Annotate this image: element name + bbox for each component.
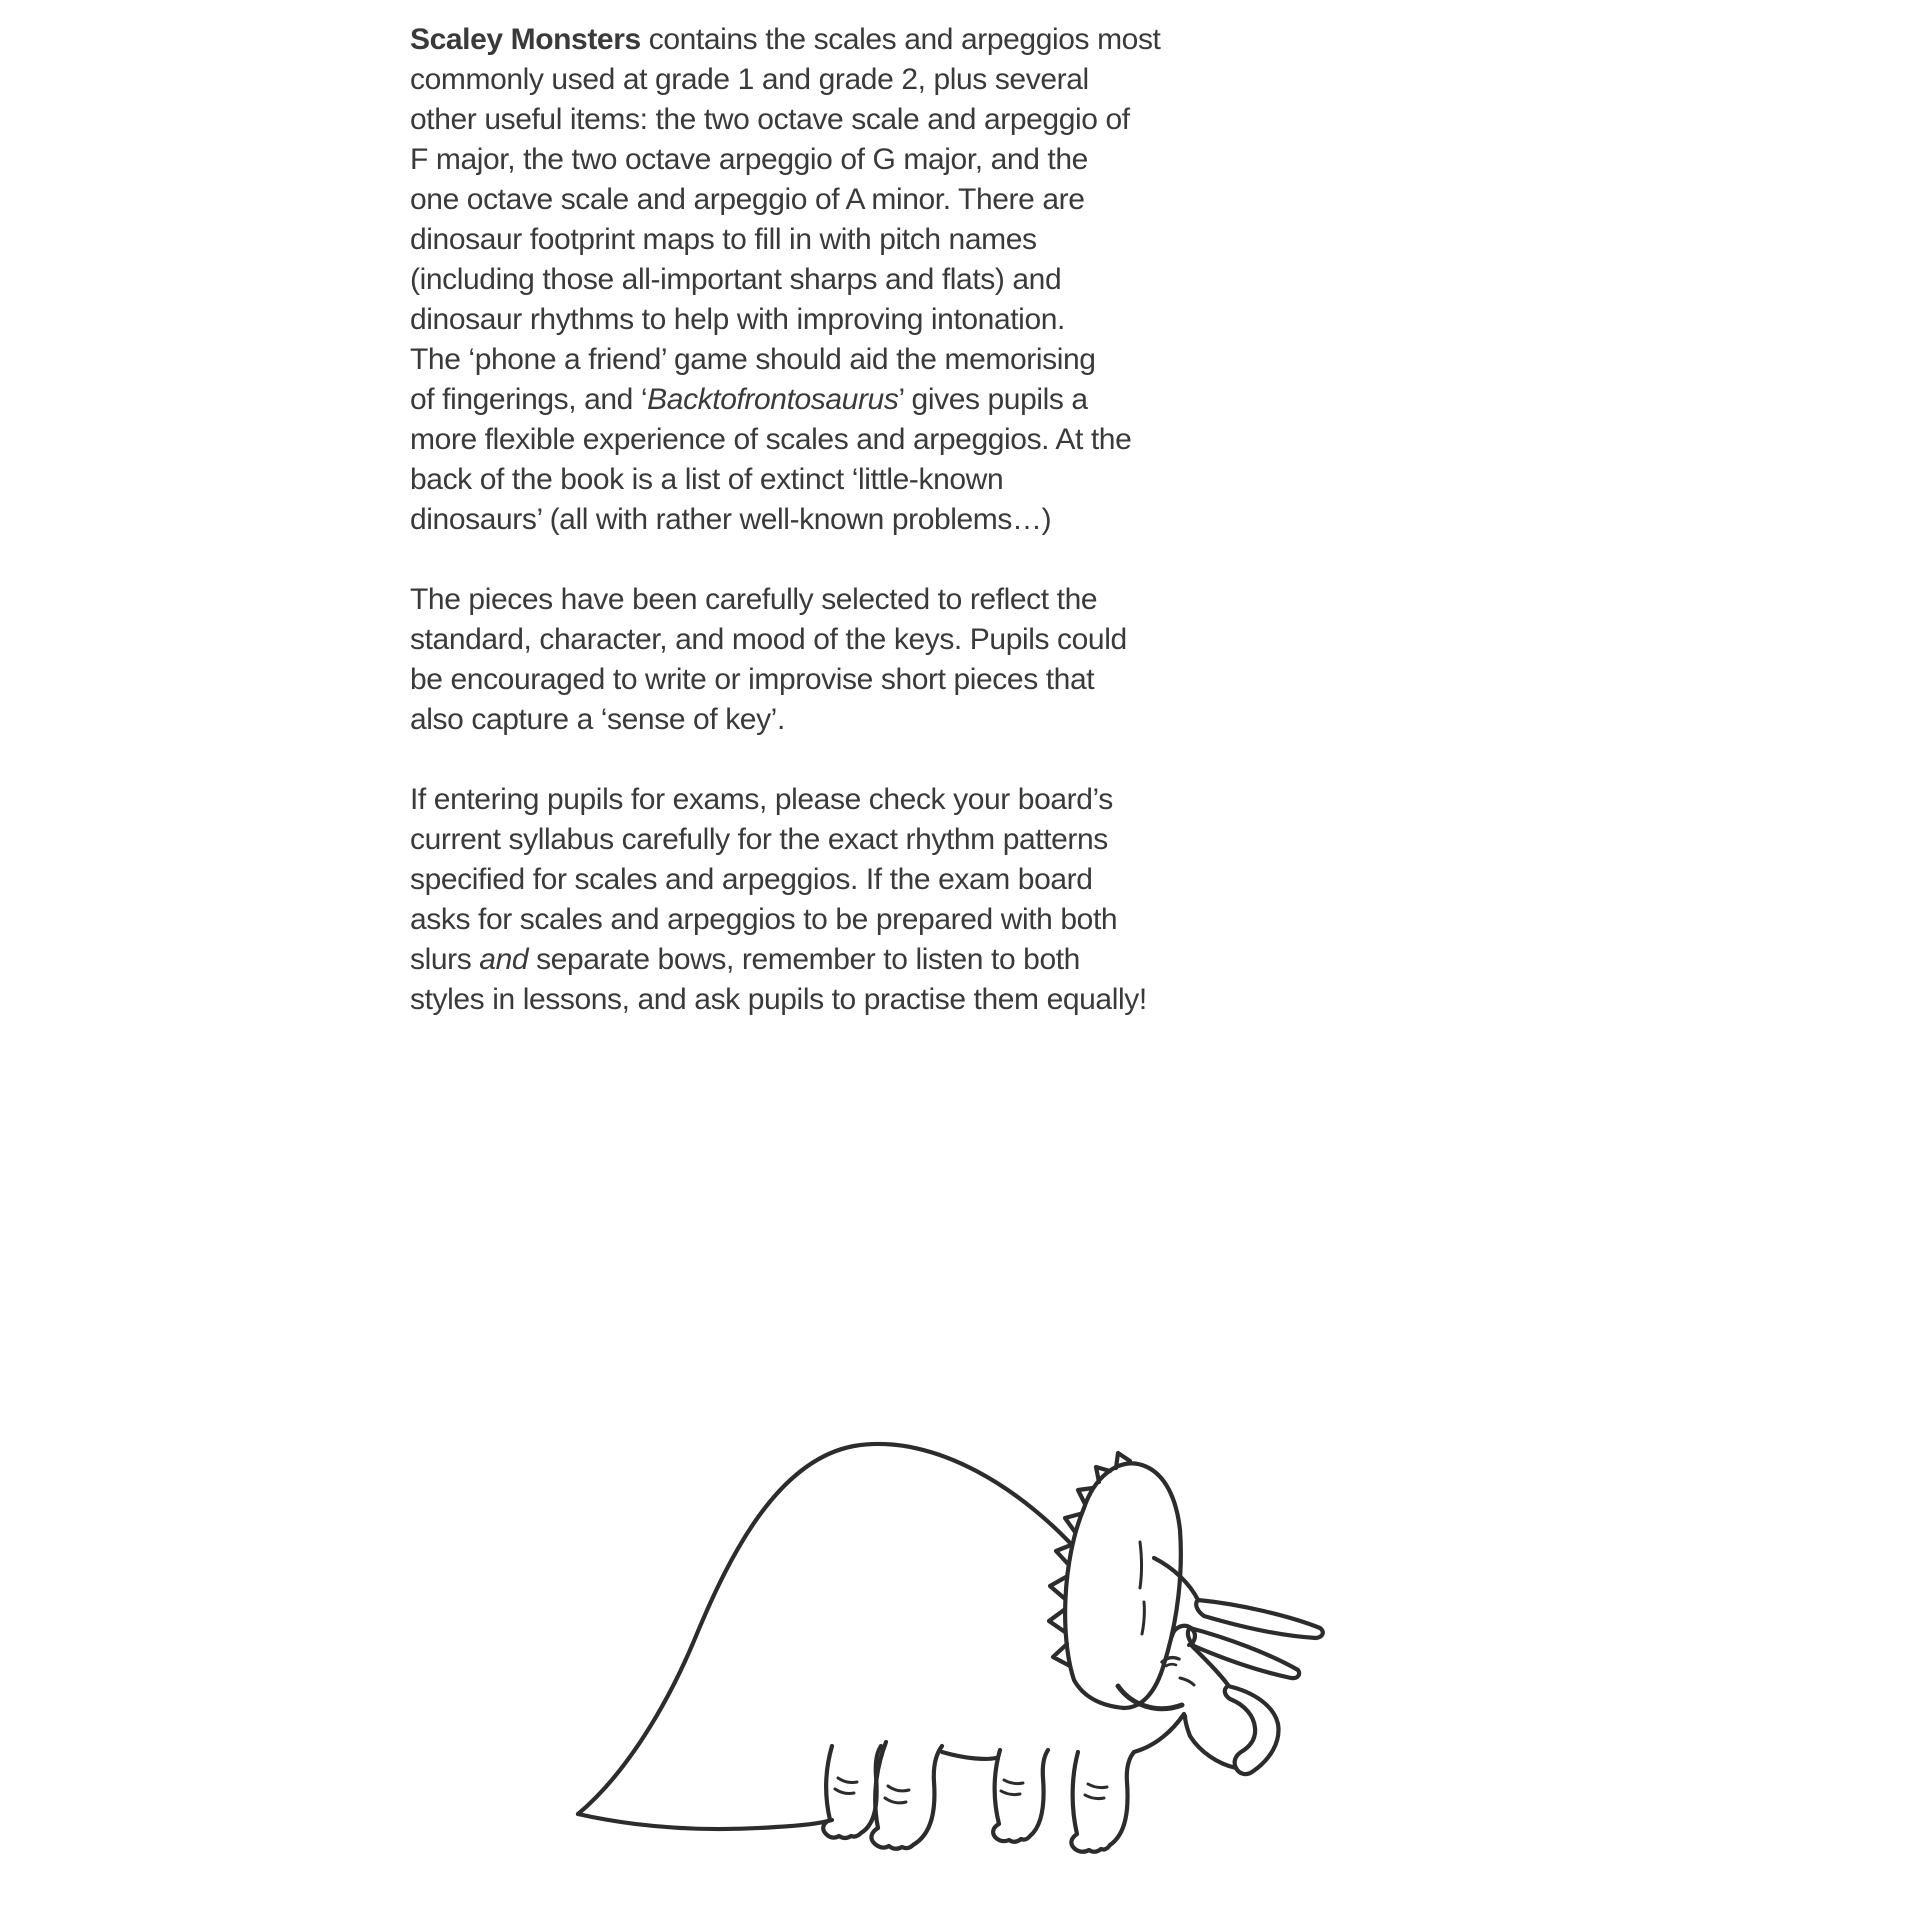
text-segment: one octave scale and arpeggio of A minor. There are xyxy=(410,183,1085,216)
text-line xyxy=(410,500,1180,540)
paragraph xyxy=(410,20,1180,540)
paragraph xyxy=(410,780,1180,1020)
text-segment: back of the book is a list of extinct ‘little-known xyxy=(410,463,1004,496)
text-segment: dinosaurs’ (all with rather well-known problems…) xyxy=(410,503,1052,536)
dino-frill xyxy=(1049,1453,1181,1708)
paragraph xyxy=(410,580,1180,740)
text-line xyxy=(410,620,1180,660)
upper-horn xyxy=(1196,1600,1323,1638)
text-segment: be encouraged to write or improvise short pieces that xyxy=(410,663,1095,696)
text-segment: styles in lessons, and ask pupils to practise them equally! xyxy=(410,983,1147,1016)
text-segment: asks for scales and arpeggios to be prepared with both xyxy=(410,903,1118,936)
text-segment: ’ gives pupils a xyxy=(898,383,1088,416)
text-line xyxy=(410,700,1180,740)
text-segment: commonly used at grade 1 and grade 2, plus several xyxy=(410,63,1089,96)
text-line xyxy=(410,900,1180,940)
text-segment: other useful items: the two octave scale and arpeggio of xyxy=(410,103,1130,136)
dino-chest xyxy=(1134,1714,1184,1752)
italic-text: Backtofrontosaurus xyxy=(647,383,899,416)
text-line xyxy=(410,340,1180,380)
text-line xyxy=(410,100,1180,140)
text-line xyxy=(410,180,1180,220)
text-line xyxy=(410,820,1180,860)
text-segment: F major, the two octave arpeggio of G major, and the xyxy=(410,143,1088,176)
text-line xyxy=(410,460,1180,500)
text-segment: dinosaur rhythms to help with improving intonation. xyxy=(410,303,1065,336)
text-segment: contains the scales and arpeggios most xyxy=(640,23,1161,56)
text-segment: specified for scales and arpeggios. If the exam board xyxy=(410,863,1093,896)
text-line xyxy=(410,140,1180,180)
text-segment: more flexible experience of scales and arpeggios. At the xyxy=(410,423,1132,456)
text-segment: If entering pupils for exams, please check your board’s xyxy=(410,783,1113,816)
dino-legs xyxy=(823,1742,1134,1852)
text-segment: dinosaur footprint maps to fill in with pitch names xyxy=(410,223,1037,256)
text-line xyxy=(410,260,1180,300)
text-line xyxy=(410,380,1180,420)
italic-text: and xyxy=(479,943,529,976)
text-segment: (including those all-important sharps and flats) and xyxy=(410,263,1062,296)
text-segment: The ‘phone a friend’ game should aid the memorising xyxy=(410,343,1096,376)
text-line xyxy=(410,860,1180,900)
bold-text: Scaley Monsters xyxy=(410,23,641,56)
text-segment: current syllabus carefully for the exact rhythm patterns xyxy=(410,823,1108,856)
text-line xyxy=(410,980,1180,1020)
dino-beak xyxy=(1225,1686,1279,1774)
text-line xyxy=(410,660,1180,700)
dino-belly xyxy=(942,1752,996,1759)
triceratops-illustration xyxy=(440,1430,1360,1870)
text-line xyxy=(410,940,1180,980)
text-line xyxy=(410,300,1180,340)
text-line xyxy=(410,780,1180,820)
text-line xyxy=(410,420,1180,460)
text-segment: standard, character, and mood of the keys. Pupils could xyxy=(410,623,1127,656)
text-line xyxy=(410,580,1180,620)
text-segment: The pieces have been carefully selected to reflect the xyxy=(410,583,1098,616)
text-line xyxy=(410,220,1180,260)
text-line xyxy=(410,20,1180,60)
text-segment: separate bows, remember to listen to both xyxy=(528,943,1080,976)
body-text xyxy=(410,20,1180,1020)
text-segment: also capture a ‘sense of key’. xyxy=(410,703,785,736)
text-line xyxy=(410,60,1180,100)
text-segment: of fingerings, and ‘ xyxy=(410,383,648,416)
text-segment: slurs xyxy=(410,943,480,976)
dino-back-and-tail xyxy=(578,1444,1082,1829)
